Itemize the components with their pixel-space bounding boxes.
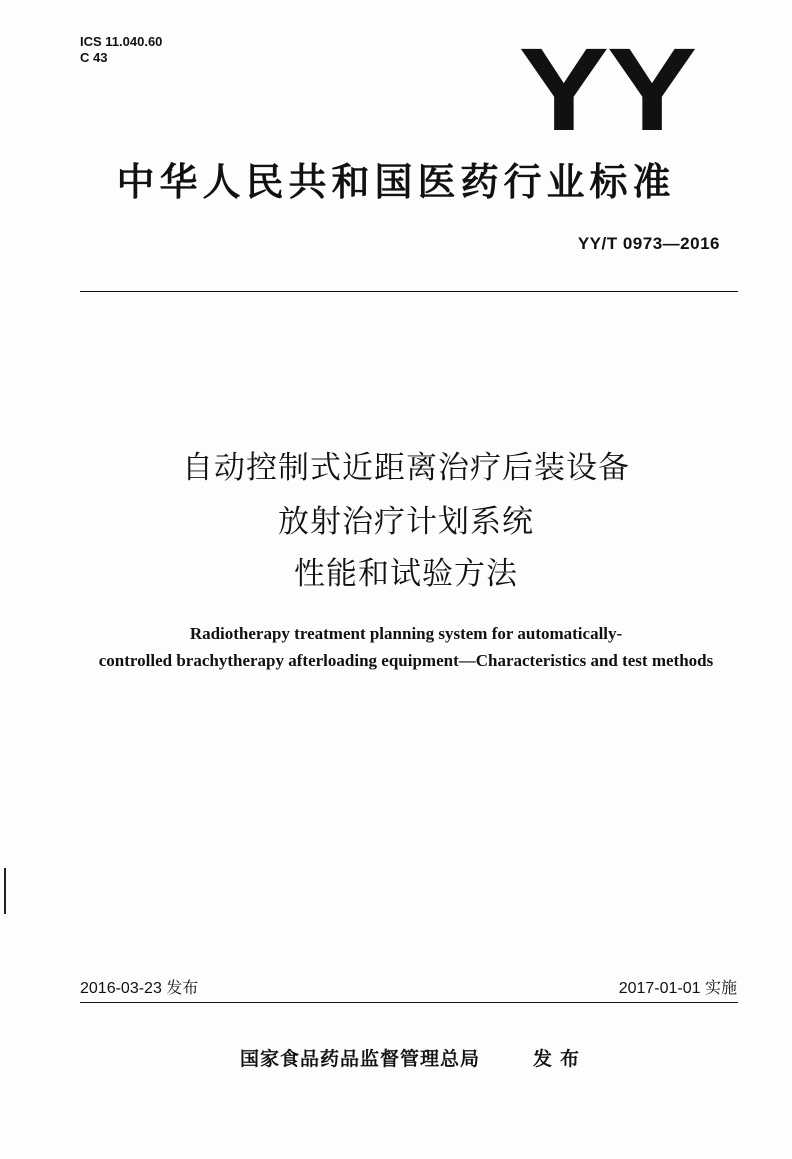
organization-title: 中华人民共和国医药行业标准: [116, 160, 676, 204]
ccs-code: C 43: [80, 50, 108, 65]
chinese-title-line-3: 性能和试验方法: [294, 556, 518, 592]
publisher-name: 国家食品药品监督管理总局: [240, 1048, 481, 1070]
standard-logo: YY: [518, 24, 695, 156]
chinese-title-line-2: 放射治疗计划系统: [278, 504, 534, 540]
issue-date: 2016-03-23 发布: [80, 980, 199, 997]
chinese-title-line-1: 自动控制式近距离治疗后装设备: [182, 450, 630, 486]
standard-code: YY/T 0973—2016: [577, 234, 720, 253]
english-title-line-1: Radiotherapy treatment planning system for automatically-: [189, 624, 623, 643]
top-divider: [80, 291, 738, 292]
scan-edge-mark: [4, 868, 6, 914]
english-title-line-2: controlled brachytherapy afterloading equipment—Characteristics and test methods: [98, 651, 714, 670]
publish-label: 发布: [533, 1048, 588, 1070]
effective-date: 2017-01-01 实施: [618, 980, 737, 997]
bottom-divider: [80, 1002, 738, 1003]
ics-code: ICS 11.040.60: [80, 34, 163, 49]
classification-codes: [80, 34, 162, 66]
